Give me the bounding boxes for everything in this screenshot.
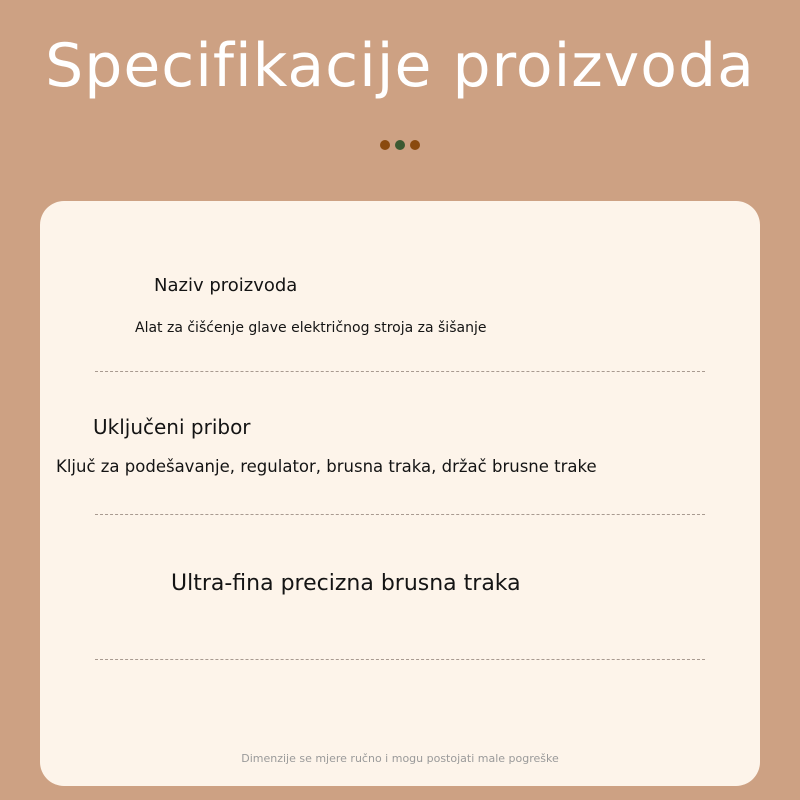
- accessories-label: Uključeni pribor: [93, 415, 251, 439]
- divider: [95, 514, 705, 515]
- dot-icon: [395, 140, 405, 150]
- footer-note: Dimenzije se mjere ručno i mogu postojati male pogreške: [241, 752, 559, 765]
- dot-icon: [410, 140, 420, 150]
- divider: [95, 659, 705, 660]
- product-name-value: Alat za čišćenje glave električnog stroja za šišanje: [135, 320, 487, 336]
- decorative-dots: [380, 140, 420, 150]
- accessories-value: Ključ za podešavanje, regulator, brusna traka, držač brusne trake: [56, 457, 597, 476]
- feature-text: Ultra-fina precizna brusna traka: [171, 571, 521, 596]
- product-name-label: Naziv proizvoda: [154, 275, 298, 296]
- spec-card: [40, 201, 760, 786]
- dot-icon: [380, 140, 390, 150]
- page-title: Specifikacije proizvoda: [45, 31, 755, 101]
- divider: [95, 371, 705, 372]
